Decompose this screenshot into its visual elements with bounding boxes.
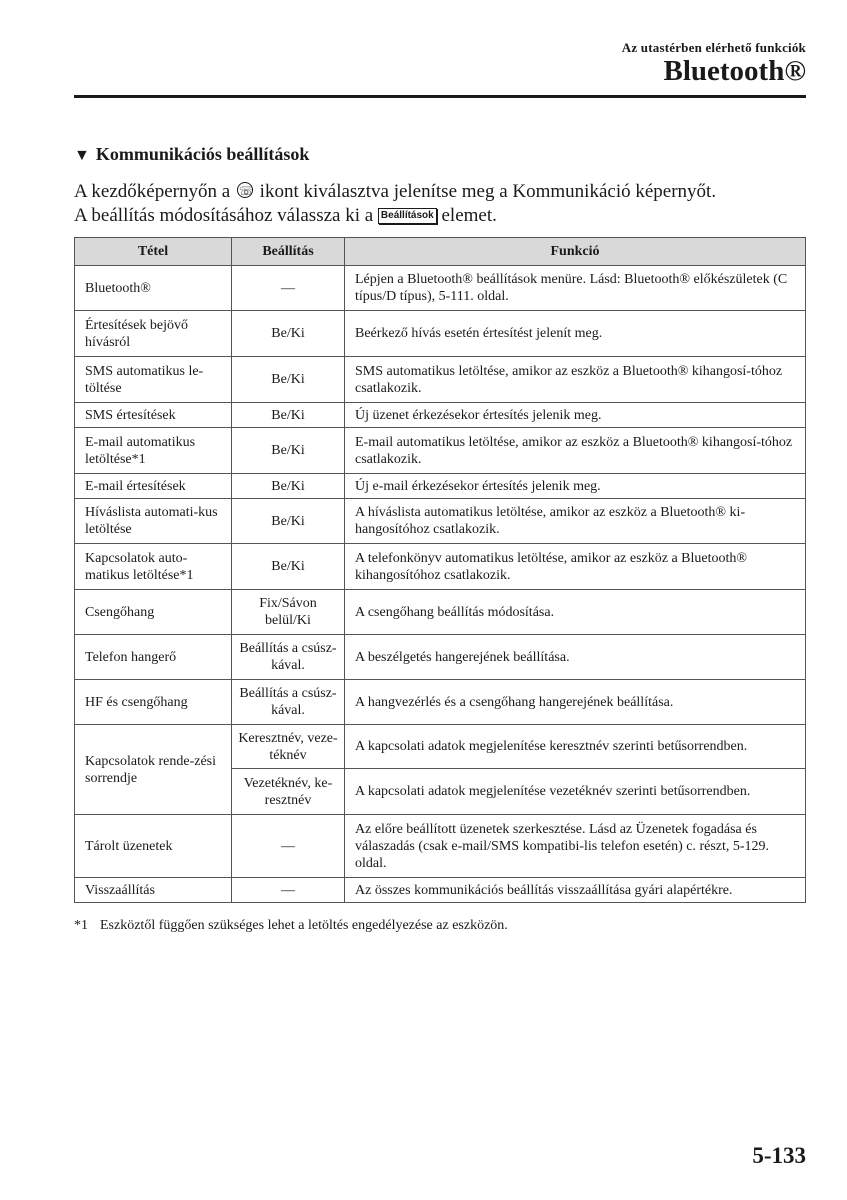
item-cell: Csengőhang <box>75 590 232 635</box>
function-cell: A kapcsolati adatok megjelenítése keresztnév szerinti betűsorrendben. <box>345 725 806 769</box>
function-cell: Lépjen a Bluetooth® beállítások menüre. Lásd: Bluetooth® előkészületek (C típus/D típus), 5-111. oldal. <box>345 266 806 311</box>
header-rule <box>74 95 806 98</box>
table-row <box>75 311 806 357</box>
table-row <box>75 428 806 474</box>
function-cell: Az összes kommunikációs beállítás visszaállítása gyári alapértékre. <box>345 878 806 903</box>
table-header-row <box>75 238 806 266</box>
setting-cell: Fix/Sávon belül/Ki <box>232 590 345 635</box>
item-cell: Kapcsolatok rende-zési sorrendje <box>75 725 232 815</box>
item-cell: SMS értesítések <box>75 403 232 428</box>
item-cell: Bluetooth® <box>75 266 232 311</box>
table-row <box>75 474 806 499</box>
section-heading <box>74 144 309 165</box>
setting-cell: Beállítás a csúsz-kával. <box>232 680 345 725</box>
table-row <box>75 680 806 725</box>
function-cell: A telefonkönyv automatikus letöltése, amikor az eszköz a Bluetooth® kihangosítóhoz csatlakozik. <box>345 544 806 590</box>
table-row <box>75 266 806 311</box>
setting-cell: Be/Ki <box>232 403 345 428</box>
function-cell: E-mail automatikus letöltése, amikor az eszköz a Bluetooth® kihangosí-tóhoz csatlakozik. <box>345 428 806 474</box>
intro-line-2: A beállítás módosításához válassza ki a Beállítások elemet. <box>74 205 497 226</box>
phone-icon <box>237 182 253 198</box>
setting-cell: Be/Ki <box>232 428 345 474</box>
setting-cell: Keresztnév, veze-téknév <box>232 725 345 769</box>
function-cell: A kapcsolati adatok megjelenítése vezetéknév szerinti betűsorrendben. <box>345 769 806 815</box>
table-row <box>75 403 806 428</box>
page-title: Bluetooth® <box>663 55 806 87</box>
function-cell: A híváslista automatikus letöltése, amikor az eszköz a Bluetooth® ki-hangosítóhoz csatlakozik. <box>345 499 806 544</box>
function-cell: Új üzenet érkezésekor értesítés jelenik meg. <box>345 403 806 428</box>
chapter-label: Az utastérben elérhető funkciók <box>621 40 806 55</box>
table-row <box>75 725 806 769</box>
function-cell: A csengőhang beállítás módosítása. <box>345 590 806 635</box>
page-number: 5-133 <box>752 1143 806 1168</box>
column-header-item: Tétel <box>75 238 232 266</box>
setting-cell: — <box>232 266 345 311</box>
intro-line-1: A kezdőképernyőn a ☏ ikont kiválasztva jelenítse meg a Kommunikáció képernyőt. <box>74 180 804 204</box>
settings-table <box>74 237 806 903</box>
item-cell: Értesítések bejövő hívásról <box>75 311 232 357</box>
item-cell: Visszaállítás <box>75 878 232 903</box>
setting-cell: Be/Ki <box>232 544 345 590</box>
setting-cell: — <box>232 878 345 903</box>
item-cell: HF és csengőhang <box>75 680 232 725</box>
function-cell: A hangvezérlés és a csengőhang hangerejének beállítása. <box>345 680 806 725</box>
table-row <box>75 590 806 635</box>
triangle-down-icon: ▼ <box>74 147 90 164</box>
footnote-text: Eszköztől függően szükséges lehet a letöltés engedélyezése az eszközön. <box>100 918 508 933</box>
column-header-setting: Beállítás <box>232 238 345 266</box>
item-cell: Kapcsolatok auto-matikus letöltése*1 <box>75 544 232 590</box>
setting-cell: Be/Ki <box>232 499 345 544</box>
item-cell: E-mail automatikus letöltése*1 <box>75 428 232 474</box>
table-row <box>75 815 806 878</box>
item-cell: Telefon hangerő <box>75 635 232 680</box>
setting-cell: Beállítás a csúsz-kával. <box>232 635 345 680</box>
table-row <box>75 878 806 903</box>
settings-button-chip: Beállítások <box>378 208 437 224</box>
function-cell: Beérkező hívás esetén értesítést jelenít meg. <box>345 311 806 357</box>
table-row <box>75 499 806 544</box>
setting-cell: — <box>232 815 345 878</box>
item-cell: SMS automatikus le-töltése <box>75 357 232 403</box>
function-cell: A beszélgetés hangerejének beállítása. <box>345 635 806 680</box>
setting-cell: Vezetéknév, ke-resztnév <box>232 769 345 815</box>
setting-cell: Be/Ki <box>232 311 345 357</box>
section-heading-text: Kommunikációs beállítások <box>95 144 310 164</box>
footnote-mark: *1 <box>74 918 88 933</box>
function-cell: Az előre beállított üzenetek szerkesztése. Lásd az Üzenetek fogadása és válaszadás (csak e-mail/SMS kompatibi-lis telefon esetén) c. részt, 5-129. oldal. <box>345 815 806 878</box>
item-cell: Híváslista automati-kus letöltése <box>75 499 232 544</box>
intro-paragraph <box>74 180 804 228</box>
setting-cell: Be/Ki <box>232 474 345 499</box>
function-cell: SMS automatikus letöltése, amikor az eszköz a Bluetooth® kihangosí-tóhoz csatlakozik. <box>345 357 806 403</box>
setting-cell: Be/Ki <box>232 357 345 403</box>
table-row <box>75 357 806 403</box>
table-row <box>75 635 806 680</box>
function-cell: Új e-mail érkezésekor értesítés jelenik meg. <box>345 474 806 499</box>
table-row <box>75 544 806 590</box>
item-cell: E-mail értesítések <box>75 474 232 499</box>
item-cell: Tárolt üzenetek <box>75 815 232 878</box>
footnote <box>74 918 508 934</box>
column-header-function: Funkció <box>345 238 806 266</box>
